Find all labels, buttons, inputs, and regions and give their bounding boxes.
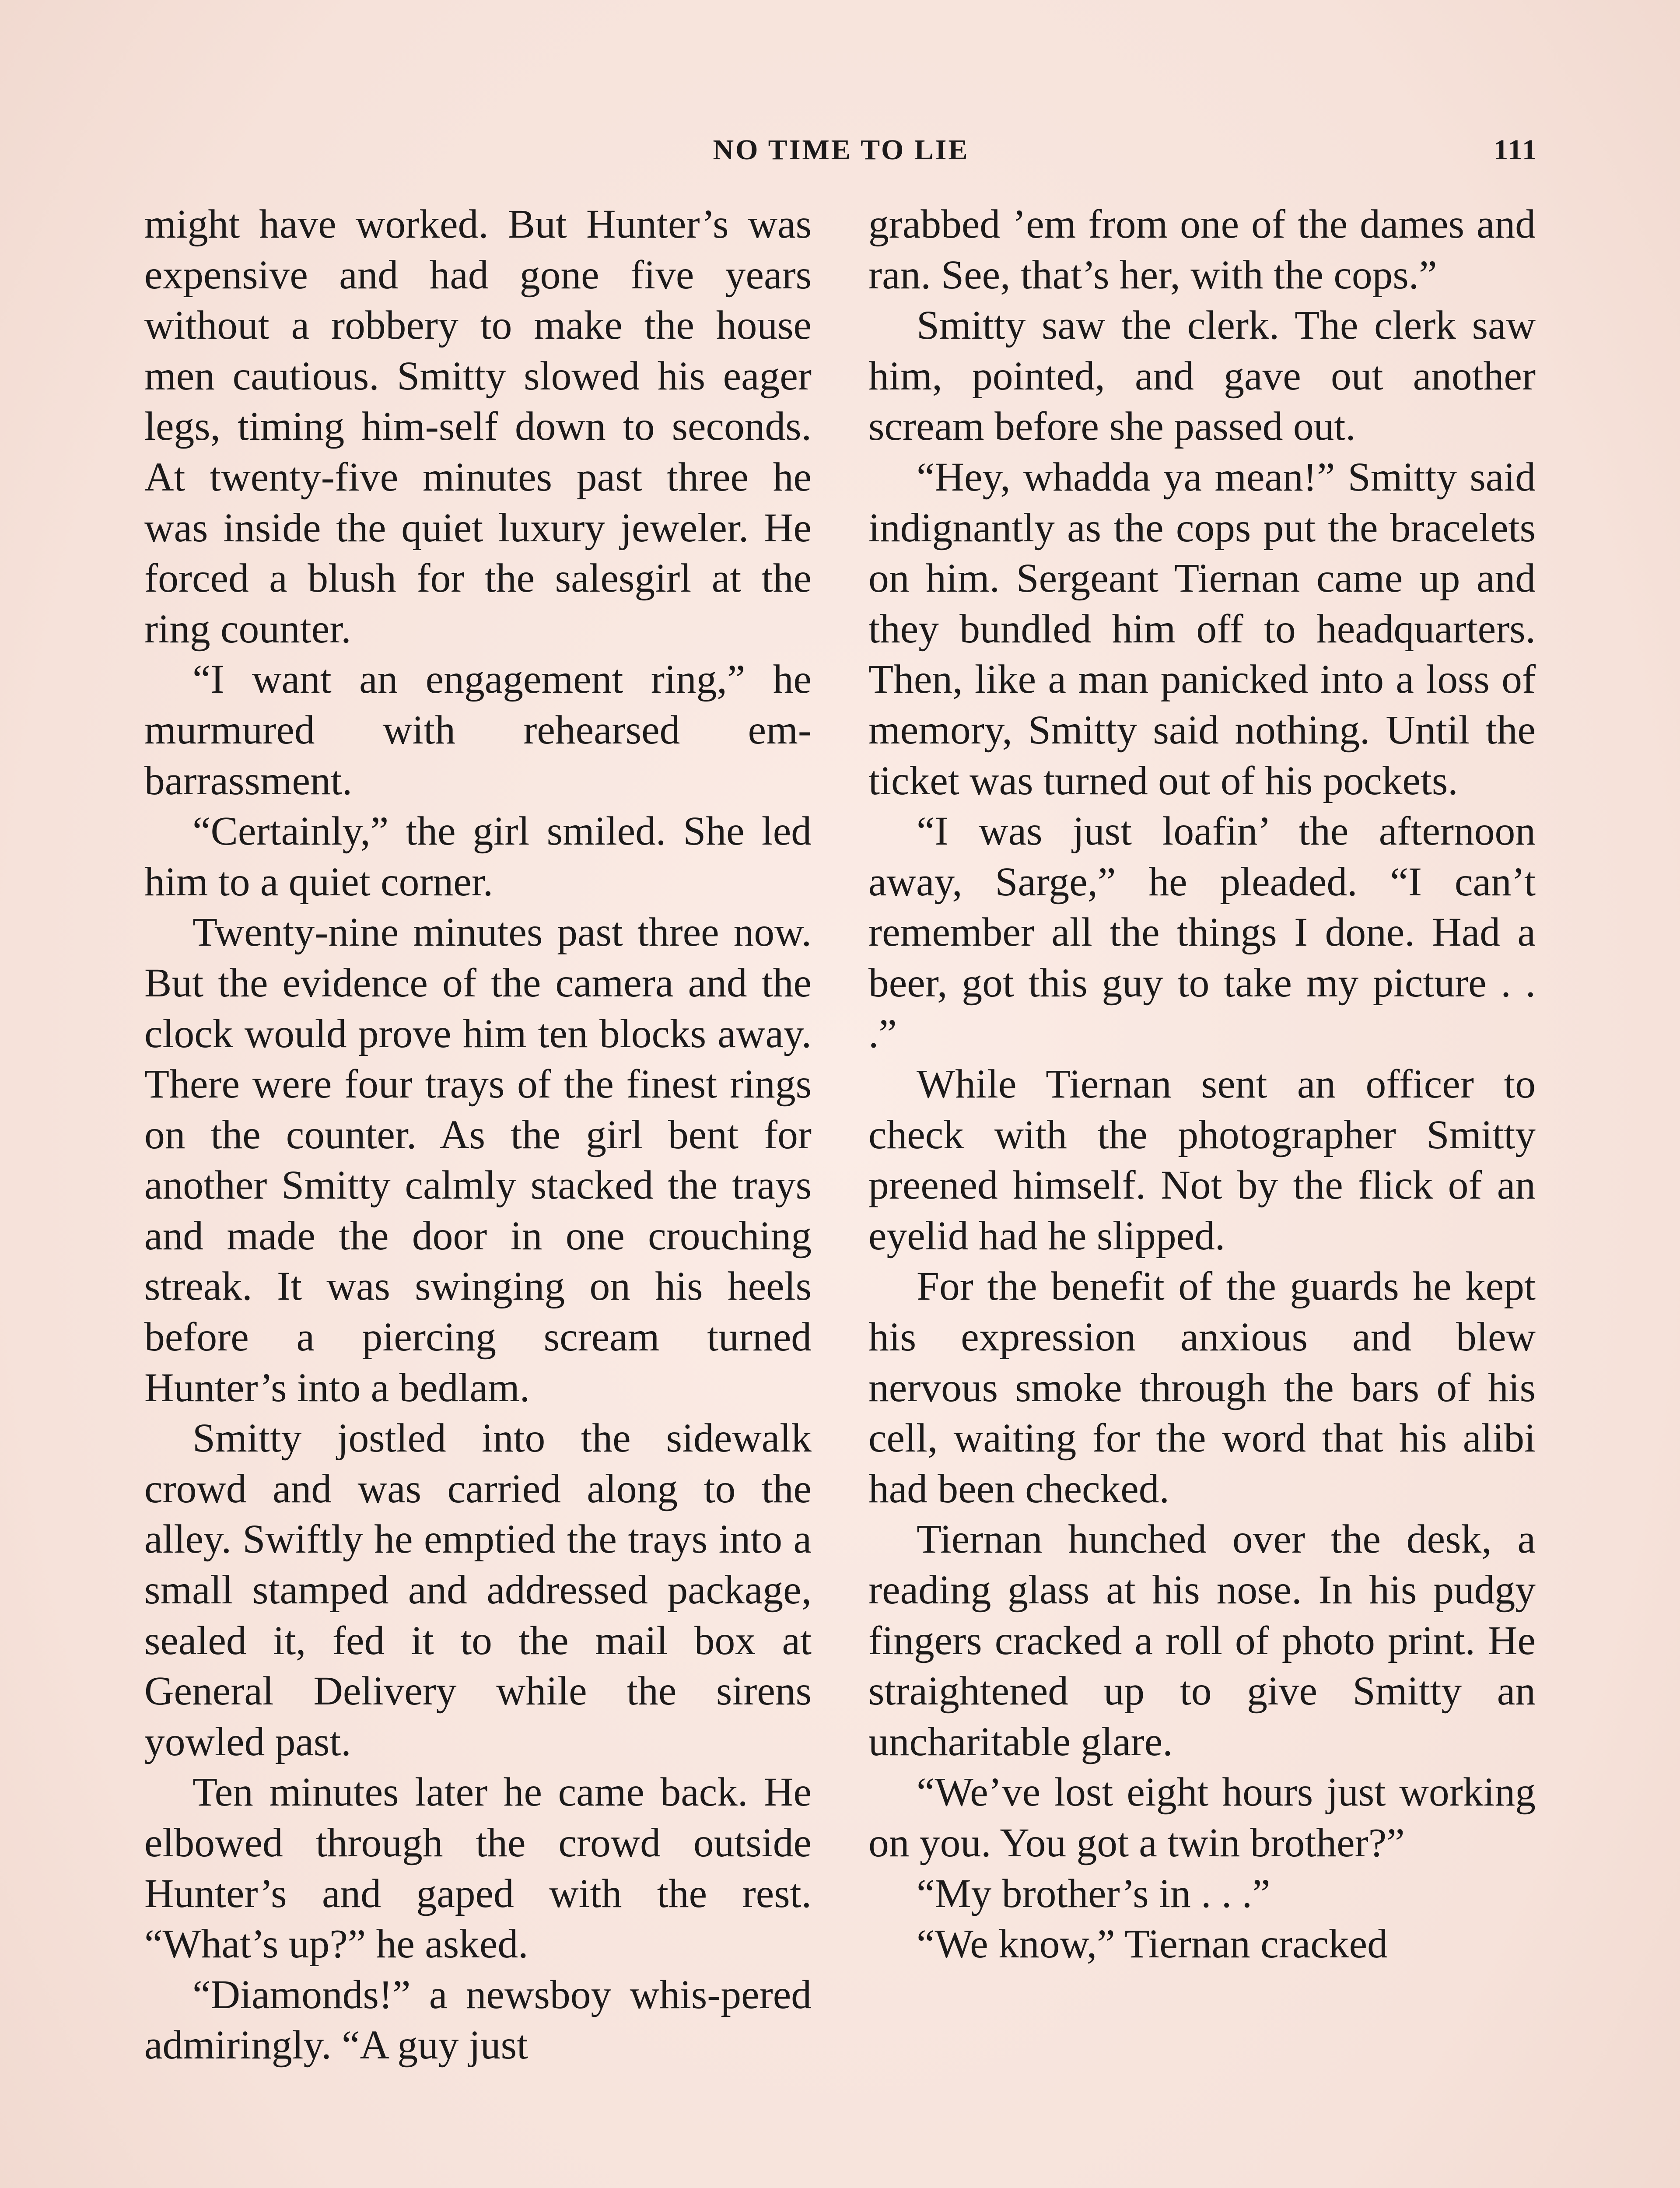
paragraph: While Tiernan sent an officer to check with the photographer Smitty preened himself. Not by the flick of an eyelid had he slipped. — [868, 1062, 1536, 1259]
paragraph: might have worked. But Hunter’s was expensive and had gone five years without a robbery to make the house men cautious. Smitty slowed his eager legs, timing him-self down to seconds. At twenty-five minutes past three he was inside the quiet luxury jeweler. He forced a blush for the salesgirl at the ring counter. — [144, 202, 812, 652]
left-column — [144, 199, 812, 2071]
paragraph: “My brother’s in . . .” — [917, 1871, 1270, 1916]
paragraph: “We’ve lost eight hours just working on you. You got a twin brother?” — [868, 1770, 1536, 1865]
paragraph: Ten minutes later he came back. He elbowed through the crowd outside Hunter’s and gaped with the rest. “What’s up?” he asked. — [144, 1770, 812, 1967]
paragraph: Tiernan hunched over the desk, a reading glass at his nose. In his pudgy fingers cracked a roll of photo print. He straightened up to give Smitty an uncharitable glare. — [868, 1517, 1536, 1764]
paragraph: Twenty-nine minutes past three now. But the evidence of the camera and the clock would prove him ten blocks away. There were four trays of the finest rings on the counter. As the girl bent for another Smitty calmly stacked the trays and made the door in one crouching streak. It was swinging on his heels before a piercing scream turned Hunter’s into a bedlam. — [144, 910, 812, 1410]
paragraph: Smitty jostled into the sidewalk crowd and was carried along to the alley. Swiftly he emptied the trays into a small stamped and addressed package, sealed it, fed it to the mail box at General Delivery while the sirens yowled past. — [144, 1416, 812, 1764]
right-column — [868, 199, 1536, 1970]
paragraph: grabbed ’em from one of the dames and ran. See, that’s her, with the cops.” — [868, 202, 1536, 298]
paragraph: “Diamonds!” a newsboy whis-pered admiringly. “A guy just — [144, 1972, 812, 2068]
paragraph: “Certainly,” the girl smiled. She led him to a quiet corner. — [144, 809, 812, 905]
paragraph: “Hey, whadda ya mean!” Smitty said indignantly as the cops put the bracelets on him. Sergeant Tiernan came up and they bundled him off to headquarters. Then, like a man panicked into a loss of memory, Smitty said nothing. Until the ticket was turned out of his pockets. — [868, 454, 1536, 803]
paragraph: “We know,” Tiernan cracked — [917, 1922, 1388, 1967]
page-header — [144, 133, 1538, 173]
page-number: 111 — [1494, 134, 1538, 166]
paragraph: “I was just loafin’ the afternoon away, Sarge,” he pleaded. “I can’t remember all the things I done. Had a beer, got this guy to take my picture . . .” — [868, 809, 1536, 1056]
paragraph: Smitty saw the clerk. The clerk saw him, pointed, and gave out another scream before she passed out. — [868, 303, 1536, 449]
paragraph: “I want an engagement ring,” he murmured with rehearsed em-barrassment. — [144, 657, 812, 803]
paragraph: For the benefit of the guards he kept his expression anxious and blew nervous smoke through the bars of his cell, waiting for the word that his alibi had been checked. — [868, 1264, 1536, 1511]
running-title: NO TIME TO LIE — [713, 134, 970, 166]
